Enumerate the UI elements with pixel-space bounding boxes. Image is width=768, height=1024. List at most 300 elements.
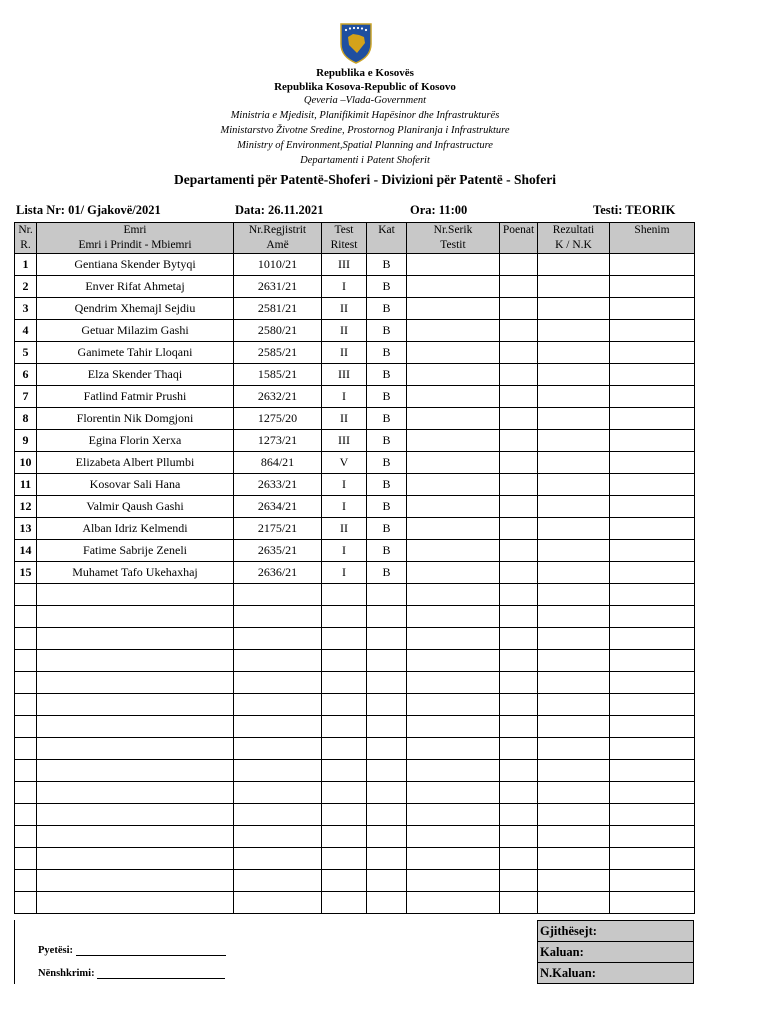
empty-cell [500, 804, 538, 826]
empty-cell [538, 826, 610, 848]
row-nr: 13 [15, 518, 37, 540]
category: B [367, 364, 407, 386]
empty-cell [407, 584, 500, 606]
empty-cell [37, 826, 234, 848]
row-nr: 4 [15, 320, 37, 342]
test-round: II [322, 298, 367, 320]
empty-cell [500, 826, 538, 848]
row-nr: 15 [15, 562, 37, 584]
empty-cell [538, 782, 610, 804]
row-nr: 11 [15, 474, 37, 496]
candidate-name: Elizabeta Albert Pllumbi [37, 452, 234, 474]
empty-cell [407, 430, 500, 452]
empty-cell [322, 782, 367, 804]
test-round: V [322, 452, 367, 474]
category: B [367, 386, 407, 408]
empty-cell [500, 562, 538, 584]
empty-cell [538, 276, 610, 298]
row-nr: 5 [15, 342, 37, 364]
row-nr: 8 [15, 408, 37, 430]
empty-cell [37, 606, 234, 628]
row-nr: 3 [15, 298, 37, 320]
col-poenat: Poenat [500, 223, 538, 239]
empty-cell [37, 848, 234, 870]
empty-cell [538, 650, 610, 672]
empty-cell [500, 430, 538, 452]
empty-cell [407, 782, 500, 804]
empty-cell [500, 738, 538, 760]
nenshkrimi-field[interactable] [38, 968, 225, 979]
empty-row [15, 826, 695, 848]
empty-cell [407, 452, 500, 474]
col-kat: Kat [367, 223, 407, 239]
registration-number: 864/21 [234, 452, 322, 474]
empty-cell [407, 848, 500, 870]
empty-cell [37, 870, 234, 892]
col-kat-2 [367, 238, 407, 254]
empty-cell [538, 760, 610, 782]
empty-cell [322, 804, 367, 826]
empty-cell [322, 672, 367, 694]
empty-row [15, 804, 695, 826]
header-line-1: Republika e Kosovës [316, 67, 414, 79]
empty-cell [37, 782, 234, 804]
pyetesi-line [76, 945, 226, 956]
col-ame: Amë [234, 238, 322, 254]
test-round: II [322, 320, 367, 342]
col-serik: Nr.Serik [407, 223, 500, 239]
empty-cell [500, 760, 538, 782]
empty-cell [407, 496, 500, 518]
summary-table [537, 920, 694, 984]
empty-cell [538, 496, 610, 518]
table-row [15, 518, 695, 540]
empty-cell [322, 606, 367, 628]
empty-cell [610, 628, 695, 650]
empty-cell [538, 342, 610, 364]
category: B [367, 540, 407, 562]
empty-row [15, 694, 695, 716]
empty-cell [538, 870, 610, 892]
empty-cell [407, 386, 500, 408]
empty-cell [407, 276, 500, 298]
empty-cell [538, 892, 610, 914]
category: B [367, 474, 407, 496]
empty-cell [322, 716, 367, 738]
empty-cell [367, 892, 407, 914]
empty-row [15, 584, 695, 606]
registration-number: 1275/20 [234, 408, 322, 430]
empty-row [15, 628, 695, 650]
row-nr: 14 [15, 540, 37, 562]
empty-cell [367, 694, 407, 716]
table-row [15, 276, 695, 298]
empty-cell [322, 738, 367, 760]
empty-cell [500, 540, 538, 562]
test-round: I [322, 562, 367, 584]
empty-cell [407, 606, 500, 628]
empty-cell [15, 782, 37, 804]
empty-row [15, 892, 695, 914]
empty-cell [37, 584, 234, 606]
registration-number: 1273/21 [234, 430, 322, 452]
test-round: I [322, 474, 367, 496]
empty-cell [500, 254, 538, 276]
empty-cell [407, 540, 500, 562]
empty-cell [407, 562, 500, 584]
col-testit: Testit [407, 238, 500, 254]
empty-cell [37, 892, 234, 914]
candidate-name: Gentiana Skender Bytyqi [37, 254, 234, 276]
empty-cell [500, 694, 538, 716]
empty-cell [538, 584, 610, 606]
empty-cell [37, 760, 234, 782]
empty-cell [610, 606, 695, 628]
empty-cell [234, 826, 322, 848]
empty-cell [610, 650, 695, 672]
candidate-name: Fatlind Fatmir Prushi [37, 386, 234, 408]
empty-cell [15, 606, 37, 628]
pyetesi-label: Pyetësi: [38, 945, 73, 956]
table-row [15, 474, 695, 496]
empty-cell [322, 694, 367, 716]
registration-number: 2632/21 [234, 386, 322, 408]
registration-number: 2631/21 [234, 276, 322, 298]
candidate-name: Getuar Milazim Gashi [37, 320, 234, 342]
empty-cell [610, 430, 695, 452]
category: B [367, 496, 407, 518]
empty-row [15, 848, 695, 870]
empty-cell [367, 870, 407, 892]
header-line-3: Qeveria –Vlada-Government [303, 95, 427, 106]
empty-cell [407, 518, 500, 540]
header-line-5: Ministarstvo Životne Sredine, Prostornog Planiranja i Infrastrukture [220, 125, 510, 136]
empty-cell [234, 584, 322, 606]
col-ritest: Ritest [322, 238, 367, 254]
registration-number: 2580/21 [234, 320, 322, 342]
empty-cell [407, 342, 500, 364]
header-line-2: Republika Kosova-Republic of Kosovo [274, 81, 456, 93]
empty-cell [367, 782, 407, 804]
empty-cell [610, 364, 695, 386]
empty-cell [538, 738, 610, 760]
test-round: II [322, 408, 367, 430]
empty-cell [610, 496, 695, 518]
test-round: I [322, 496, 367, 518]
col-reg: Nr.Regjistrit [234, 223, 322, 239]
table-row [15, 408, 695, 430]
empty-cell [538, 606, 610, 628]
empty-cell [610, 584, 695, 606]
empty-cell [322, 760, 367, 782]
registration-number: 2636/21 [234, 562, 322, 584]
empty-cell [610, 672, 695, 694]
empty-cell [234, 650, 322, 672]
empty-cell [610, 518, 695, 540]
empty-cell [610, 386, 695, 408]
empty-cell [234, 628, 322, 650]
date-field: Data: 26.11.2021 [235, 203, 324, 217]
table-row [15, 254, 695, 276]
empty-row [15, 738, 695, 760]
registration-number: 2633/21 [234, 474, 322, 496]
empty-cell [367, 848, 407, 870]
category: B [367, 342, 407, 364]
empty-cell [367, 650, 407, 672]
candidate-name: Muhamet Tafo Ukehaxhaj [37, 562, 234, 584]
table-row [15, 298, 695, 320]
test-round: I [322, 540, 367, 562]
empty-row [15, 672, 695, 694]
empty-cell [407, 320, 500, 342]
test-round: II [322, 342, 367, 364]
candidate-name: Alban Idriz Kelmendi [37, 518, 234, 540]
empty-cell [610, 320, 695, 342]
empty-cell [538, 518, 610, 540]
category: B [367, 408, 407, 430]
empty-cell [322, 628, 367, 650]
empty-cell [500, 342, 538, 364]
empty-cell [234, 782, 322, 804]
registration-number: 2585/21 [234, 342, 322, 364]
row-nr: 10 [15, 452, 37, 474]
header-line-7: Departamenti i Patent Shoferit [300, 155, 430, 166]
document-title: Departamenti për Patentë-Shoferi - Divizioni për Patentë - Shoferi [174, 172, 556, 187]
empty-cell [407, 364, 500, 386]
candidate-name: Elza Skender Thaqi [37, 364, 234, 386]
candidate-name: Qendrim Xhemajl Sejdiu [37, 298, 234, 320]
empty-cell [610, 452, 695, 474]
test-type: Testi: TEORIK [593, 203, 676, 217]
empty-cell [500, 452, 538, 474]
empty-cell [538, 672, 610, 694]
candidate-name: Enver Rifat Ahmetaj [37, 276, 234, 298]
col-shenim: Shenim [610, 223, 695, 239]
col-kn: K / N.K [538, 238, 610, 254]
empty-cell [37, 804, 234, 826]
lista-number: Lista Nr: 01/ Gjakovë/2021 [16, 203, 161, 217]
table-row [15, 320, 695, 342]
empty-cell [610, 254, 695, 276]
empty-cell [234, 870, 322, 892]
row-nr: 12 [15, 496, 37, 518]
category: B [367, 562, 407, 584]
header-row-top [15, 223, 695, 239]
empty-cell [407, 694, 500, 716]
nenshkrimi-line [97, 968, 225, 979]
empty-cell [367, 716, 407, 738]
col-poenat-2 [500, 238, 538, 254]
empty-cell [500, 496, 538, 518]
table-row [15, 364, 695, 386]
category: B [367, 254, 407, 276]
header-row-bottom [15, 238, 695, 254]
empty-cell [367, 738, 407, 760]
empty-cell [407, 760, 500, 782]
empty-cell [37, 738, 234, 760]
empty-cell [538, 848, 610, 870]
col-emri-prindit: Emri i Prindit - Mbiemri [37, 238, 234, 254]
empty-cell [15, 870, 37, 892]
empty-row [15, 716, 695, 738]
test-round: III [322, 430, 367, 452]
empty-cell [538, 430, 610, 452]
header-line-4: Ministria e Mjedisit, Planifikimit Hapësinor dhe Infrastrukturës [230, 110, 500, 121]
empty-cell [538, 540, 610, 562]
empty-cell [610, 870, 695, 892]
category: B [367, 298, 407, 320]
empty-row [15, 782, 695, 804]
empty-cell [407, 408, 500, 430]
registration-number: 1585/21 [234, 364, 322, 386]
col-r: R. [15, 238, 37, 254]
empty-cell [234, 694, 322, 716]
table-row [15, 430, 695, 452]
header-line-6: Ministry of Environment,Spatial Planning and Infrastructure [237, 140, 493, 151]
empty-cell [610, 782, 695, 804]
empty-cell [500, 782, 538, 804]
candidate-name: Ganimete Tahir Lloqani [37, 342, 234, 364]
time-field: Ora: 11:00 [410, 203, 468, 217]
test-round: I [322, 386, 367, 408]
failed-label: N.Kaluan: [538, 963, 694, 984]
empty-cell [234, 848, 322, 870]
empty-cell [407, 892, 500, 914]
test-round: II [322, 518, 367, 540]
empty-cell [234, 892, 322, 914]
empty-cell [234, 672, 322, 694]
empty-row [15, 870, 695, 892]
table-row [15, 540, 695, 562]
empty-cell [500, 650, 538, 672]
empty-row [15, 606, 695, 628]
empty-cell [500, 408, 538, 430]
empty-cell [15, 738, 37, 760]
empty-cell [367, 606, 407, 628]
empty-cell [15, 826, 37, 848]
empty-cell [322, 848, 367, 870]
empty-cell [500, 892, 538, 914]
registration-number: 2635/21 [234, 540, 322, 562]
empty-cell [610, 342, 695, 364]
empty-cell [407, 298, 500, 320]
table-row [15, 562, 695, 584]
empty-cell [538, 562, 610, 584]
empty-cell [15, 672, 37, 694]
empty-cell [322, 650, 367, 672]
col-emri: Emri [37, 223, 234, 239]
empty-cell [538, 320, 610, 342]
empty-cell [407, 474, 500, 496]
candidate-name: Egina Florin Xerxa [37, 430, 234, 452]
row-nr: 9 [15, 430, 37, 452]
empty-cell [610, 408, 695, 430]
empty-cell [37, 716, 234, 738]
candidate-name: Kosovar Sali Hana [37, 474, 234, 496]
registration-number: 1010/21 [234, 254, 322, 276]
empty-cell [15, 584, 37, 606]
empty-cell [367, 826, 407, 848]
empty-cell [367, 804, 407, 826]
empty-cell [500, 716, 538, 738]
empty-cell [500, 386, 538, 408]
empty-cell [234, 716, 322, 738]
empty-cell [538, 628, 610, 650]
candidate-name: Fatime Sabrije Zeneli [37, 540, 234, 562]
empty-cell [500, 298, 538, 320]
empty-cell [37, 672, 234, 694]
registration-number: 2175/21 [234, 518, 322, 540]
empty-cell [610, 298, 695, 320]
category: B [367, 430, 407, 452]
col-rezultati: Rezultati [538, 223, 610, 239]
registration-number: 2581/21 [234, 298, 322, 320]
row-nr: 7 [15, 386, 37, 408]
empty-row [15, 650, 695, 672]
test-round: III [322, 364, 367, 386]
empty-cell [407, 804, 500, 826]
candidate-table [14, 222, 695, 914]
col-shenim-2 [610, 238, 695, 254]
empty-cell [407, 650, 500, 672]
empty-cell [610, 716, 695, 738]
candidate-name: Florentin Nik Domgjoni [37, 408, 234, 430]
empty-cell [500, 320, 538, 342]
empty-cell [15, 892, 37, 914]
empty-cell [407, 738, 500, 760]
empty-cell [407, 826, 500, 848]
row-nr: 2 [15, 276, 37, 298]
empty-cell [500, 584, 538, 606]
category: B [367, 518, 407, 540]
empty-cell [367, 584, 407, 606]
kosovo-emblem-icon [339, 22, 373, 64]
empty-cell [538, 298, 610, 320]
col-nr: Nr. [15, 223, 37, 239]
empty-cell [37, 650, 234, 672]
empty-cell [500, 628, 538, 650]
pyetesi-field[interactable] [38, 945, 226, 956]
empty-cell [407, 628, 500, 650]
empty-cell [610, 540, 695, 562]
empty-cell [15, 650, 37, 672]
empty-cell [407, 254, 500, 276]
empty-cell [15, 716, 37, 738]
empty-cell [322, 892, 367, 914]
total-label: Gjithësejt: [538, 921, 694, 942]
empty-cell [538, 408, 610, 430]
registration-number: 2634/21 [234, 496, 322, 518]
empty-cell [407, 672, 500, 694]
empty-cell [322, 870, 367, 892]
empty-cell [407, 870, 500, 892]
empty-cell [15, 694, 37, 716]
empty-cell [234, 738, 322, 760]
empty-cell [500, 606, 538, 628]
empty-cell [610, 848, 695, 870]
table-row [15, 452, 695, 474]
empty-cell [500, 870, 538, 892]
empty-cell [322, 584, 367, 606]
row-nr: 1 [15, 254, 37, 276]
empty-cell [538, 716, 610, 738]
category: B [367, 452, 407, 474]
empty-cell [322, 826, 367, 848]
col-test: Test [322, 223, 367, 239]
empty-cell [500, 474, 538, 496]
empty-row [15, 760, 695, 782]
empty-cell [538, 694, 610, 716]
